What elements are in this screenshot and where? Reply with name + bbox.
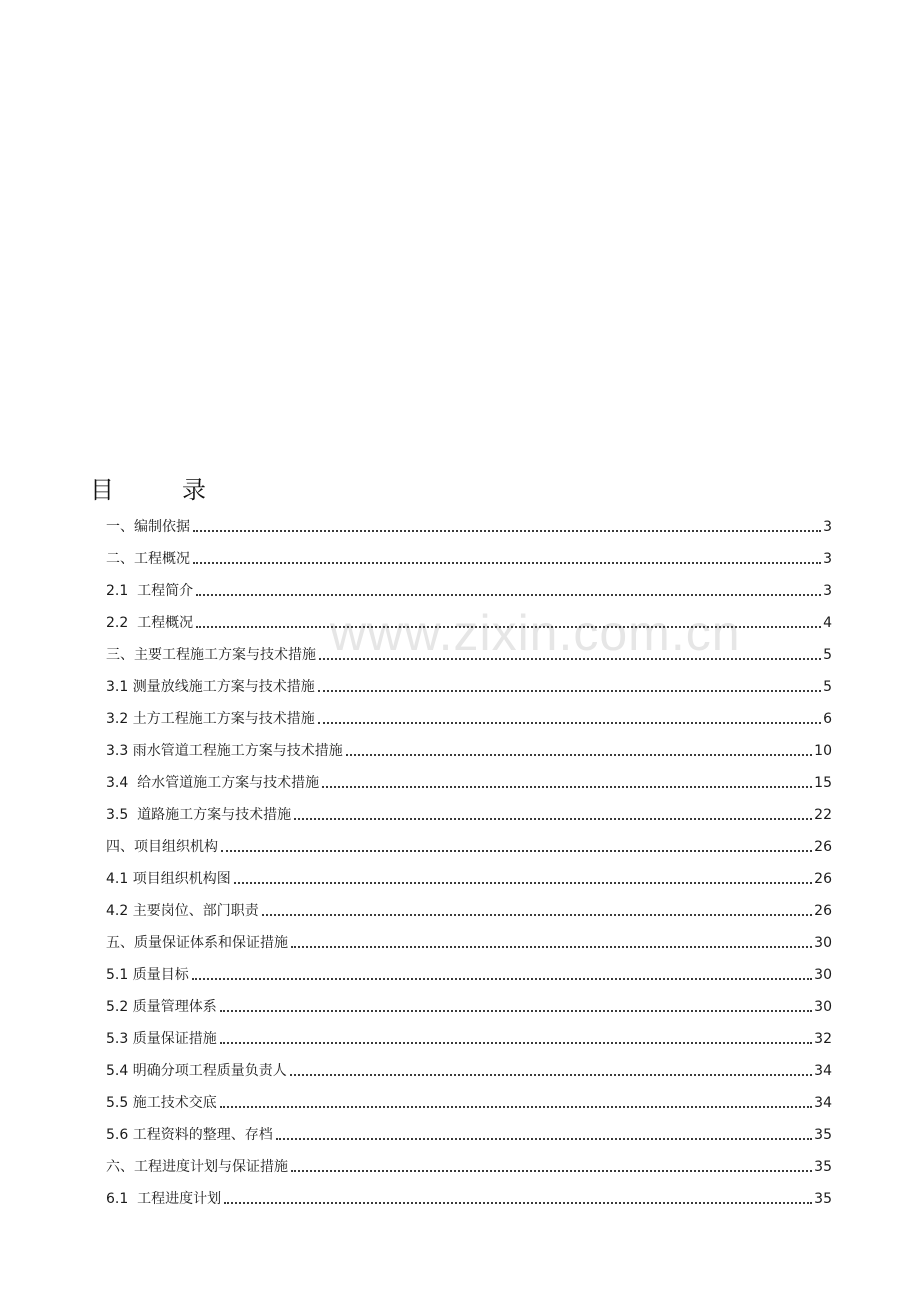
toc-entry-label: 四、项目组织机构 [106, 839, 218, 855]
toc-entry-page-number: 10 [814, 743, 832, 759]
toc-entry[interactable] [106, 1048, 832, 1080]
toc-entry-label: 5.2 质量管理体系 [106, 999, 217, 1015]
toc-entry-page-number: 30 [814, 967, 832, 983]
table-of-contents [106, 504, 832, 1208]
toc-entry-label: 3.4 给水管道施工方案与技术措施 [106, 775, 320, 791]
toc-dot-leader [291, 1170, 812, 1172]
toc-entry[interactable] [106, 824, 832, 856]
toc-entry-page-number: 34 [814, 1063, 832, 1079]
toc-entry-label: 6.1 工程进度计划 [106, 1191, 222, 1207]
toc-dot-leader [220, 1042, 812, 1044]
toc-entry[interactable] [106, 632, 832, 664]
toc-entry[interactable] [106, 1080, 832, 1112]
toc-entry-page-number: 26 [814, 839, 832, 855]
toc-entry[interactable] [106, 888, 832, 920]
toc-entry-page-number: 26 [814, 903, 832, 919]
toc-entry[interactable] [106, 600, 832, 632]
toc-dot-leader [221, 850, 812, 852]
toc-entry-page-number: 3 [823, 551, 832, 567]
toc-entry-page-number: 35 [814, 1127, 832, 1143]
toc-entry-page-number: 5 [823, 679, 832, 695]
toc-entry-page-number: 32 [814, 1031, 832, 1047]
toc-dot-leader [276, 1138, 812, 1140]
toc-entry-label: 5.5 施工技术交底 [106, 1095, 217, 1111]
toc-dot-leader [290, 1074, 812, 1076]
toc-entry[interactable] [106, 856, 832, 888]
toc-entry[interactable] [106, 920, 832, 952]
toc-entry[interactable] [106, 1176, 832, 1208]
toc-entry-label: 5.3 质量保证措施 [106, 1031, 217, 1047]
toc-entry-label: 二、工程概况 [106, 551, 190, 567]
toc-dot-leader [294, 818, 812, 820]
toc-entry[interactable] [106, 696, 832, 728]
toc-entry-page-number: 6 [823, 711, 832, 727]
toc-title: 目 录 [90, 476, 228, 504]
toc-entry-label: 5.6 工程资料的整理、存档 [106, 1127, 273, 1143]
toc-dot-leader [192, 978, 812, 980]
toc-entry-label: 5.4 明确分项工程质量负责人 [106, 1063, 287, 1079]
toc-entry-label: 3.2 土方工程施工方案与技术措施 [106, 711, 315, 727]
toc-dot-leader [318, 690, 821, 692]
watermark: www.zixin.com.cn [330, 605, 741, 661]
toc-entry[interactable] [106, 760, 832, 792]
toc-entry[interactable] [106, 1112, 832, 1144]
toc-entry-label: 一、编制依据 [106, 519, 190, 535]
toc-entry-page-number: 22 [814, 807, 832, 823]
toc-dot-leader [234, 882, 812, 884]
toc-entry-label: 六、工程进度计划与保证措施 [106, 1159, 288, 1175]
toc-entry-page-number: 34 [814, 1095, 832, 1111]
toc-dot-leader [318, 722, 821, 724]
toc-entry-label: 2.2 工程概况 [106, 615, 194, 631]
toc-entry-page-number: 15 [814, 775, 832, 791]
toc-entry[interactable] [106, 1016, 832, 1048]
toc-entry-page-number: 5 [823, 647, 832, 663]
toc-entry-page-number: 35 [814, 1191, 832, 1207]
toc-entry-label: 3.3 雨水管道工程施工方案与技术措施 [106, 743, 343, 759]
toc-entry-label: 3.1 测量放线施工方案与技术措施 [106, 679, 315, 695]
toc-entry-label: 五、质量保证体系和保证措施 [106, 935, 288, 951]
toc-entry-label: 3.5 道路施工方案与技术措施 [106, 807, 292, 823]
toc-entry-label: 5.1 质量目标 [106, 967, 189, 983]
toc-dot-leader [196, 594, 821, 596]
toc-entry[interactable] [106, 536, 832, 568]
toc-entry[interactable] [106, 728, 832, 760]
toc-dot-leader [220, 1106, 812, 1108]
toc-entry-label: 4.2 主要岗位、部门职责 [106, 903, 259, 919]
toc-entry-page-number: 30 [814, 999, 832, 1015]
toc-dot-leader [319, 658, 821, 660]
toc-entry[interactable] [106, 792, 832, 824]
toc-dot-leader [224, 1202, 812, 1204]
toc-dot-leader [291, 946, 812, 948]
toc-dot-leader [196, 626, 821, 628]
toc-entry-page-number: 30 [814, 935, 832, 951]
toc-entry-label: 2.1 工程简介 [106, 583, 194, 599]
toc-entry-page-number: 26 [814, 871, 832, 887]
toc-entry-page-number: 35 [814, 1159, 832, 1175]
toc-dot-leader [322, 786, 812, 788]
toc-dot-leader [346, 754, 812, 756]
toc-entry-label: 三、主要工程施工方案与技术措施 [106, 647, 316, 663]
toc-entry[interactable] [106, 1144, 832, 1176]
toc-entry-page-number: 4 [823, 615, 832, 631]
toc-entry[interactable] [106, 984, 832, 1016]
toc-entry[interactable] [106, 504, 832, 536]
toc-dot-leader [262, 914, 812, 916]
toc-entry[interactable] [106, 664, 832, 696]
toc-entry[interactable] [106, 568, 832, 600]
toc-entry[interactable] [106, 952, 832, 984]
toc-entry-label: 4.1 项目组织机构图 [106, 871, 231, 887]
toc-dot-leader [220, 1010, 812, 1012]
toc-entry-page-number: 3 [823, 583, 832, 599]
toc-dot-leader [193, 530, 821, 532]
toc-entry-page-number: 3 [823, 519, 832, 535]
toc-dot-leader [193, 562, 821, 564]
